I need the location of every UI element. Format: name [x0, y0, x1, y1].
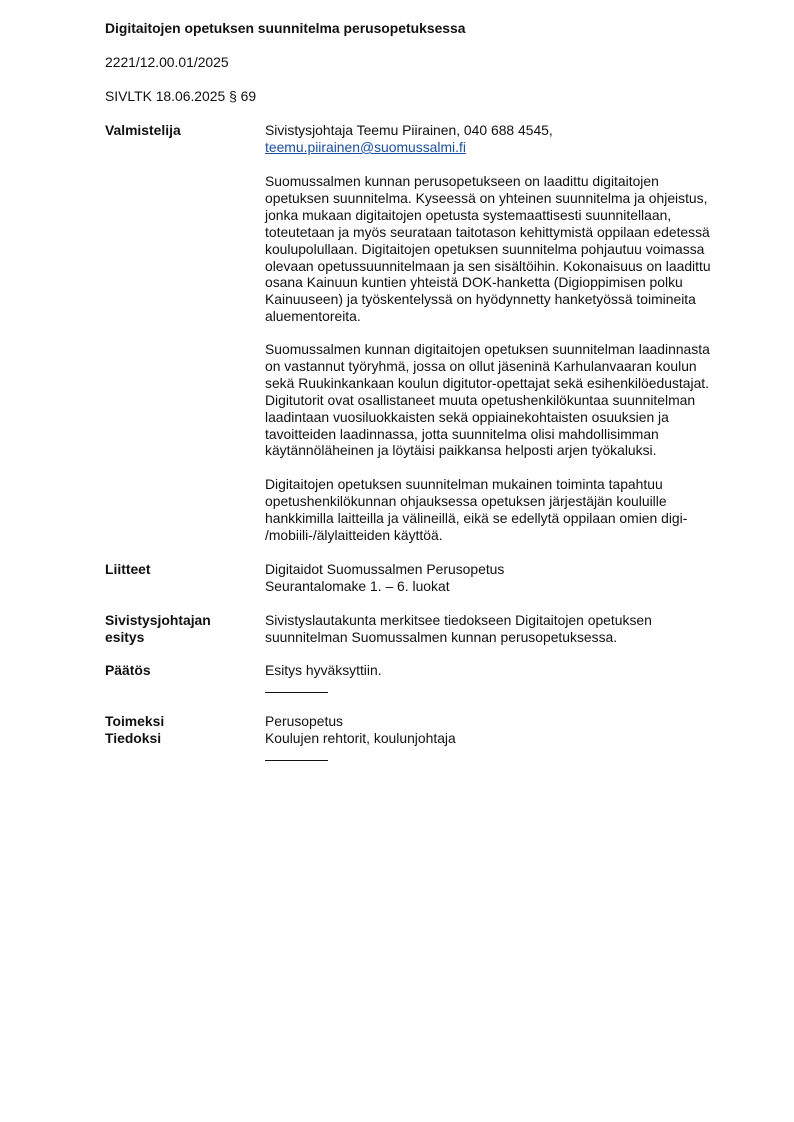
paragraph-line: Suomussalmen kunnan digitaitojen opetuksen suunnitelman laadinnasta [265, 341, 710, 357]
paragraph-line: sekä Ruukinkankaan koulun digitutor-opettajat sekä esihenkilöedustajat. [265, 374, 710, 391]
paragraph-line: hankkimilla laitteilla ja välineillä, eikä se edellytä oppilaan omien digi- [265, 509, 688, 526]
decision-divider [265, 692, 328, 693]
decision-label: Päätös [105, 662, 151, 678]
preparer-email-link[interactable]: teemu.piirainen@suomussalmi.fi [265, 139, 466, 155]
paragraph-line: Kainuuseen) ja työskentelyssä on hyödynnetty hanketyössä toimineita [265, 291, 696, 308]
paragraph-line: käytännöläheinen ja löytäisi paikkansa helposti arjen työkaluksi. [265, 442, 657, 459]
paragraph-line: osana Kainuun kuntien yhteistä DOK-hanketta (Digioppimisen polku [265, 274, 683, 291]
info-value: Koulujen rehtorit, koulunjohtaja [265, 730, 456, 746]
action-label: Toimeksi [105, 713, 165, 729]
proposal-text-cont: suunnitelman Suomussalmen kunnan perusopetuksessa. [265, 629, 618, 645]
proposal-label-cont: esitys [105, 629, 145, 645]
distribution-divider [265, 760, 328, 761]
paragraph-line: Digitaitojen opetuksen suunnitelman mukainen toiminta tapahtuu [265, 476, 663, 492]
preparer-name: Sivistysjohtaja Teemu Piirainen, 040 688 4545, [265, 122, 553, 138]
document-reference: 2221/12.00.01/2025 [105, 54, 229, 70]
body-paragraph-2 [265, 341, 743, 459]
paragraph-line: Suomussalmen kunnan perusopetukseen on laadittu digitaitojen [265, 173, 659, 189]
paragraph-line: jonka mukaan digitaitojen opetusta systemaattisesti suunnitellaan, [265, 206, 672, 223]
paragraph-line: Digitutorit ovat osallistaneet muuta opetushenkilökuntaa suunnitelman [265, 391, 696, 408]
paragraph-line: toteutetaan ja myös seurataan taitotason kehittymistä oppilaan edetessä [265, 223, 710, 240]
body-paragraph-1 [265, 173, 743, 325]
attachment-item: Seurantalomake 1. – 6. luokat [265, 578, 450, 594]
paragraph-line: olevaan opetussuunnitelmaan ja sen sisältöihin. Kokonaisuus on laadittu [265, 257, 711, 274]
attachment-item: Digitaidot Suomussalmen Perusopetus [265, 561, 505, 577]
paragraph-line: opetuksen suunnitelma. Kyseessä on yhteinen suunnitelma ja ohjeistus, [265, 189, 708, 206]
decision-text: Esitys hyväksyttiin. [265, 662, 382, 678]
paragraph-line: opetushenkilökunnan ohjauksessa opetuksen järjestäjän kouluille [265, 492, 667, 509]
attachments-label: Liitteet [105, 561, 151, 577]
body-paragraph-3 [265, 476, 743, 544]
action-value: Perusopetus [265, 713, 343, 729]
paragraph-line: laadintaan vuosiluokkaisten sekä oppiainekohtaisten osuuksien ja [265, 408, 669, 425]
paragraph-line: /mobiili-/älylaitteiden käyttöä. [265, 526, 443, 543]
document-title: Digitaitojen opetuksen suunnitelma perusopetuksessa [105, 20, 466, 36]
paragraph-line: tavoitteiden laadinnassa, jotta suunnitelma olisi mahdollisimman [265, 425, 659, 442]
preparer-label: Valmistelija [105, 122, 181, 138]
info-label: Tiedoksi [105, 730, 162, 746]
proposal-label: Sivistysjohtajan [105, 612, 211, 628]
paragraph-line: koulupolullaan. Digitaitojen opetuksen suunnitelma pohjautuu voimassa [265, 240, 705, 257]
paragraph-line: on vastannut työryhmä, jossa on ollut jäseninä Karhulanvaaran koulun [265, 357, 697, 374]
paragraph-line: aluementoreita. [265, 308, 361, 325]
proposal-text: Sivistyslautakunta merkitsee tiedokseen Digitaitojen opetuksen [265, 612, 652, 628]
meeting-reference: SIVLTK 18.06.2025 § 69 [105, 88, 257, 104]
